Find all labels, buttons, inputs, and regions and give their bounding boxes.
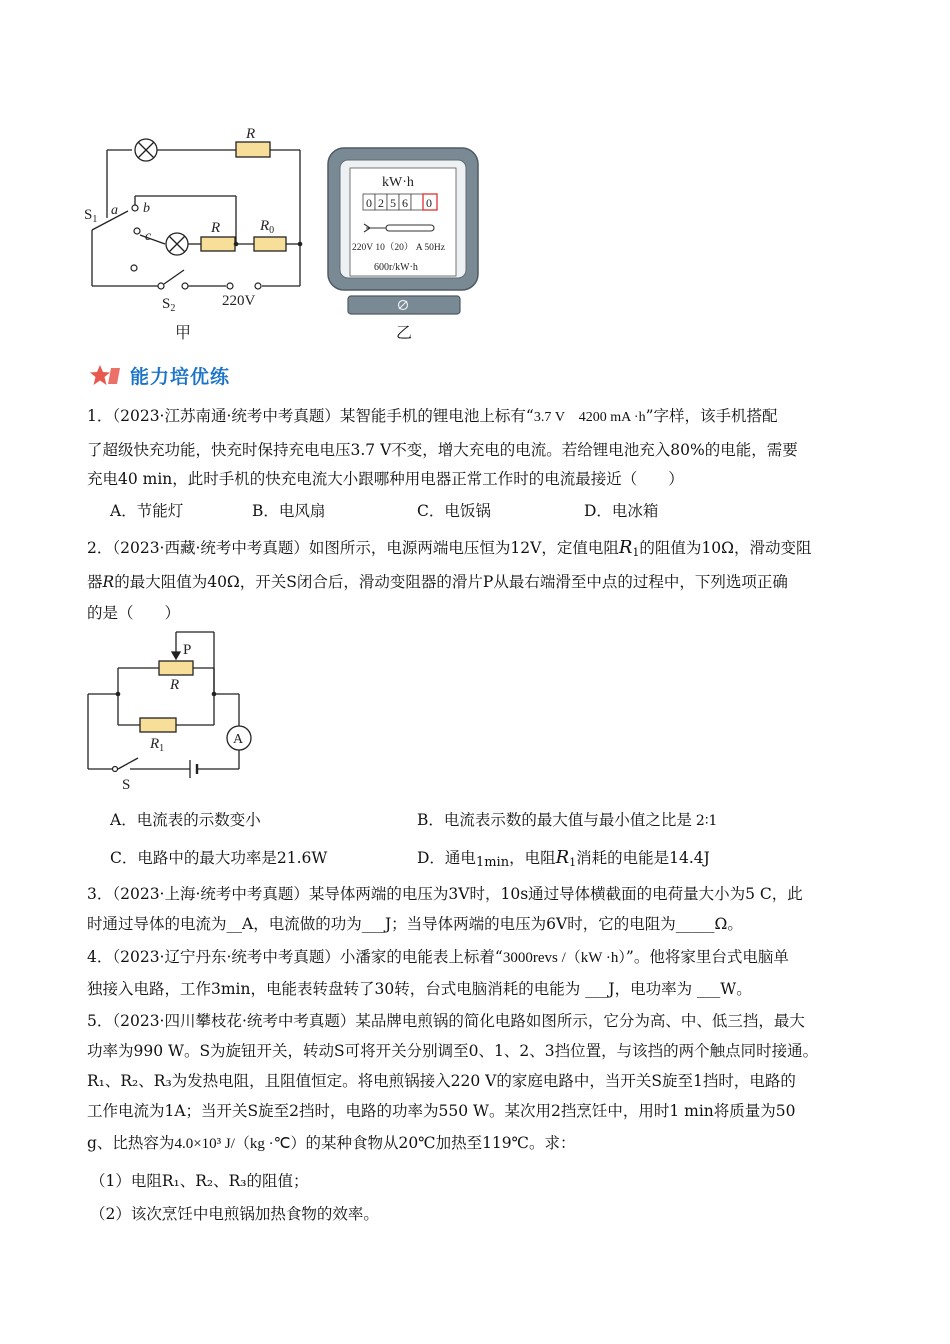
q1-line-2: 了超级快充功能，快充时保持充电电压3.7 V不变，增大充电的电流。若给锂电池充入80%的电能，需要	[87, 441, 798, 459]
q5-line-1: 5．（2023·四川攀枝花·统考中考真题）某品牌电煎锅的简化电路如图所示，它分为高、中、低三挡，最大	[87, 1012, 805, 1030]
q2-option-c[interactable]: C．电路中的最大功率是21.6W	[110, 849, 328, 867]
q4-line-1: 4．（2023·辽宁丹东·统考中考真题）小潘家的电能表上标着“3000revs /（kW ·h）”。他将家里台式电脑单	[87, 948, 789, 966]
q5-line-2: 功率为990 W。S为旋钮开关，转动S可将开关分别调至0、1、2、3挡位置，与该挡的两个触点同时接通。	[87, 1042, 819, 1060]
q2-line-1: 2．（2023·西藏·统考中考真题）如图所示，电源两端电压恒为12V，定值电阻$R_1$的阻值为10Ω，滑动变阻	[87, 537, 812, 559]
q1-line-1: 1．（2023·江苏南通·统考中考真题）某智能手机的锂电池上标有“3.7 V 4200 mA ·h”字样，该手机搭配	[87, 407, 778, 425]
q2-line-2: 器R的最大阻值为40Ω，开关S闭合后，滑动变阻器的滑片P从最右端滑至中点的过程中，下列选项正确	[87, 573, 788, 591]
label-a: a	[111, 203, 118, 218]
caption-yi: 乙	[396, 325, 413, 342]
label-b: b	[143, 201, 150, 216]
q2-option-a[interactable]: A．电流表的示数变小	[110, 811, 261, 829]
q5-line-3: R₁、R₂、R₃为发热电阻，且阻值恒定。将电煎锅接入220 V的家庭电路中，当开关S旋至1挡时，电路的	[87, 1072, 796, 1090]
label-S2: $S_2$	[162, 296, 176, 314]
meter-digit: 0	[366, 196, 372, 210]
meter-rating: 220V 10（20） A 50Hz	[352, 243, 445, 253]
q3-line-2: 时通过导体的电流为__A，电流做的功为___J；当导体两端的电压为6V时，它的电阻为_____Ω。	[87, 915, 743, 933]
label-220V: 220V	[222, 293, 256, 309]
q5-line-5: g、比热容为4.0×10³ J/（kg ·℃）的某种食物从20℃加热至119℃。求：	[87, 1134, 576, 1152]
section-heading	[90, 362, 230, 389]
q2-line-3: 的是（ ）	[87, 604, 181, 622]
label-S: S	[122, 777, 131, 793]
label-R0: $R_0$	[260, 218, 275, 236]
label-R-mid: R	[211, 220, 221, 236]
star-icon	[90, 364, 122, 388]
label-R-top: R	[246, 126, 256, 142]
meter-constant: 600r/kW·h	[374, 262, 418, 273]
q2-option-b[interactable]: B．电流表示数的最大值与最小值之比是 2∶1	[417, 811, 718, 829]
q2-option-d[interactable]: D．通电1min，电阻$R_1$消耗的电能是14.4J	[417, 847, 710, 870]
circuit-diagram-jia	[80, 118, 315, 343]
q3-line-1: 3．（2023·上海·统考中考真题）某导体两端的电压为3V时，10s通过导体横截面的电荷量大小为5 C，此	[87, 885, 803, 903]
caption-jia: 甲	[175, 325, 192, 342]
q2-circuit-diagram	[84, 628, 264, 793]
label-c: c	[145, 229, 152, 244]
ammeter-label: A	[233, 732, 244, 747]
meter-digit: 5	[390, 196, 396, 210]
meter-unit: kW·h	[382, 175, 414, 190]
meter-digit: 6	[402, 196, 408, 210]
meter-digit: 0	[426, 196, 432, 210]
q4-line-2: 独接入电路，工作3min，电能表转盘转了30转，台式电脑消耗的电能为 ___J，电功率为 ___W。	[87, 980, 752, 998]
q5-part-2: （2）该次烹饪中电煎锅加热食物的效率。	[90, 1205, 379, 1223]
q1-option-b[interactable]: B．电风扇	[252, 502, 326, 520]
label-S1: $S_1$	[84, 207, 98, 225]
label-R1: $R_1$	[150, 736, 165, 754]
meter-digit: 2	[378, 196, 384, 210]
label-R: R	[170, 677, 180, 693]
q1-line-3: 充电40 min，此时手机的快充电流大小跟哪种用电器正常工作时的电流最接近（ ）	[87, 470, 684, 488]
q1-option-a[interactable]: A．节能灯	[110, 502, 184, 520]
energy-meter-yi	[326, 146, 481, 346]
label-P: P	[183, 642, 192, 658]
q5-part-1: （1）电阻R₁、R₂、R₃的阻值；	[90, 1172, 309, 1190]
q5-line-4: 工作电流为1A；当开关S旋至2挡时，电路的功率为550 W。某次用2挡烹饪中，用时1 min将质量为50	[87, 1102, 796, 1120]
section-title: 能力培优练	[130, 366, 231, 388]
q1-option-c[interactable]: C．电饭锅	[417, 502, 491, 520]
q1-option-d[interactable]: D．电冰箱	[584, 502, 659, 520]
